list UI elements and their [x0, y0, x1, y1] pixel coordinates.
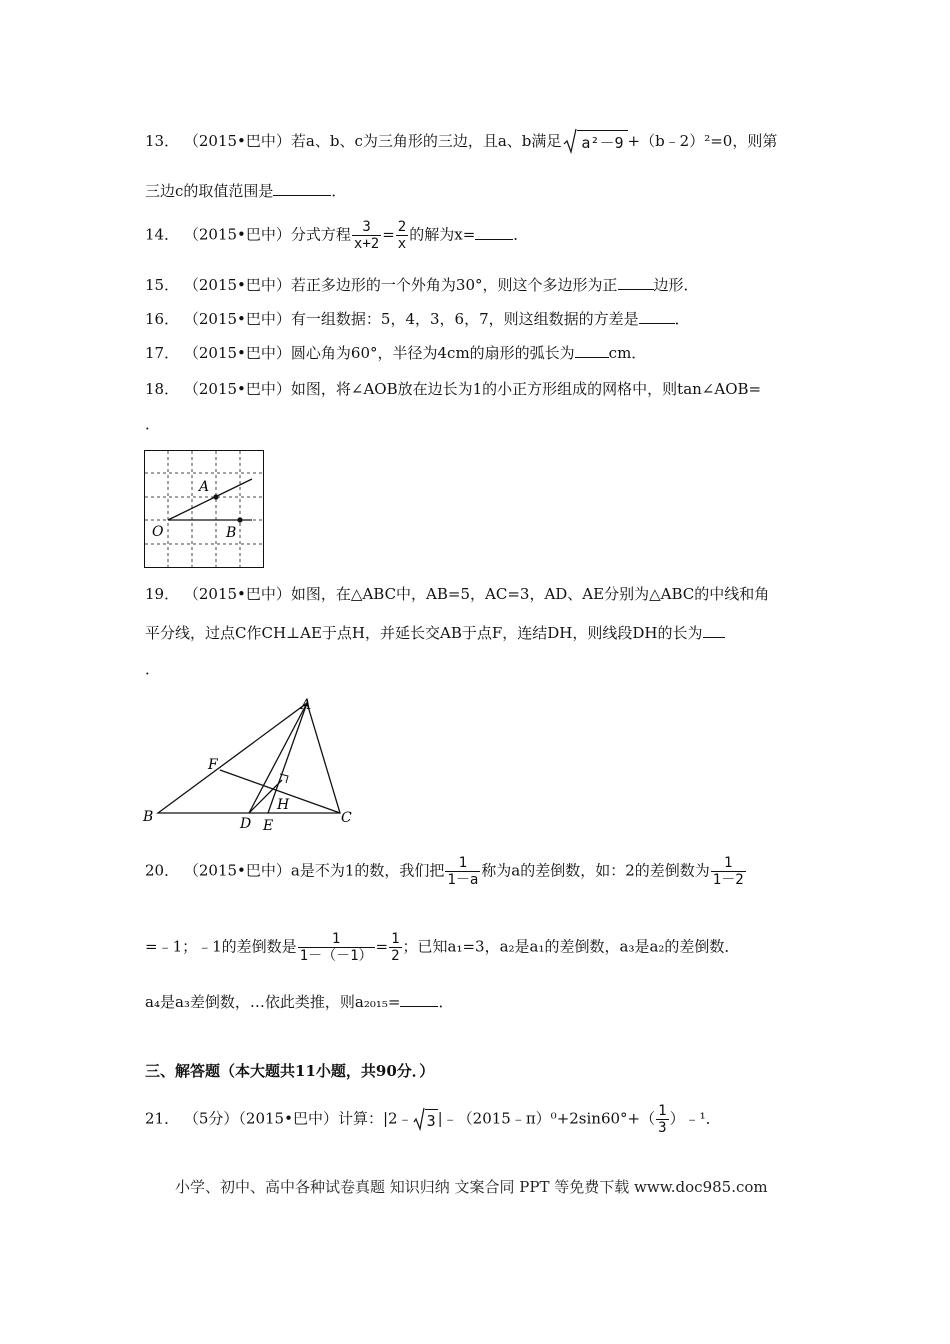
question-text-2: +（b﹣2）²=0，则第: [627, 132, 778, 150]
question-19: 19． （2015•巴中）如图，在△ABC中，AB=5，AC=3，AD、AE分别为△ABC的中线和角: [145, 585, 770, 603]
answer-blank[interactable]: [400, 992, 438, 1007]
section-heading: 三、解答题（本大题共11小题，共90分．）: [145, 1062, 435, 1080]
question-number: 13．: [145, 132, 180, 150]
question-text: 若a、b、c为三角形的三边，且a、b满足: [290, 132, 562, 150]
label-C: C: [341, 810, 352, 826]
grid-figure: [144, 450, 264, 568]
question-16: 16． （2015•巴中）有一组数据：5，4，3，6，7，则这组数据的方差是 ．: [145, 310, 690, 328]
question-source: （2015•巴中）: [183, 132, 291, 150]
answer-blank[interactable]: [475, 225, 513, 240]
fraction: $\frac{3}{x+2}$: [353, 219, 380, 252]
grid-border: [145, 451, 264, 568]
question-21: 21． （5分）（2015•巴中）计算：|2﹣ 3 |﹣（2015﹣π）⁰+2sin60°+（ $\frac{1}{3}$ ）﹣¹．: [145, 1103, 721, 1136]
question-14: 14． （2015•巴中）分式方程 $\frac{3}{x+2}$ = $\frac{2}{x}$ 的解为x= ．: [145, 219, 529, 252]
answer-blank[interactable]: [575, 343, 609, 358]
page-footer: 小学、初中、高中各种试卷真题 知识归纳 文案合同 PPT 等免费下载 www.doc985.com: [175, 1178, 768, 1196]
question-13: [145, 130, 777, 154]
question-17: 17． （2015•巴中）圆心角为60°，半径为4cm的扇形的弧长为 cm．: [145, 344, 647, 362]
question-20-line3: a₄是a₃差倒数，…依此类推，则a₂₀₁₅= ．: [145, 993, 454, 1011]
fraction: $\frac{1}{1-a}$: [447, 855, 479, 888]
point-B: [237, 517, 242, 522]
label-E: E: [263, 818, 274, 834]
answer-blank[interactable]: [273, 181, 331, 196]
question-15: 15． （2015•巴中）若正多边形的一个外角为30°，则这个多边形为正 边形．: [145, 276, 699, 294]
grid-lines: [145, 451, 263, 567]
fraction: $\frac{1}{2}$: [391, 931, 400, 964]
fraction: $\frac{1}{1-2}$: [712, 855, 744, 888]
fraction: $\frac{1}{1-(-1)}$: [299, 931, 373, 964]
fraction: $\frac{2}{x}$: [397, 219, 407, 252]
triangle-figure: [140, 694, 360, 834]
answer-blank[interactable]: [618, 275, 654, 290]
question-18-line2: ．: [145, 415, 161, 433]
answer-blank[interactable]: [703, 623, 725, 638]
triangle-ABC: [158, 703, 340, 813]
question-19-line2: 平分线，过点C作CH⊥AE于点H，并延长交AB于点F，连结DH，则线段DH的长为: [145, 623, 725, 643]
question-20: 20． （2015•巴中）a是不为1的数，我们把 $\frac{1}{1-a}$ 称为a的差倒数，如：2的差倒数为 $\frac{1}{1-2}$: [145, 855, 744, 888]
sqrt-expression: 3: [413, 1109, 438, 1131]
question-13-line2: 三边c的取值范围是 ．: [145, 182, 347, 200]
question-19-line3: ．: [145, 660, 161, 678]
fraction: $\frac{1}{3}$: [658, 1103, 667, 1136]
radical-sign-icon: [413, 1107, 425, 1131]
point-A: [213, 494, 218, 499]
label-O: O: [152, 524, 164, 540]
label-B: B: [143, 809, 154, 825]
answer-blank[interactable]: [639, 309, 675, 324]
label-H: H: [277, 797, 290, 813]
label-A: A: [301, 697, 312, 713]
radical-sign-icon: [563, 128, 577, 154]
ray-OA: [168, 479, 252, 520]
label-B: B: [226, 525, 237, 541]
question-20-line2: =﹣1；﹣1的差倒数是 $\frac{1}{1-(-1)}$ = $\frac{1}{2}$ ；已知a₁=3，a₂是a₁的差倒数，a₃是a₂的差倒数．: [145, 931, 740, 964]
label-D: D: [240, 816, 252, 832]
sqrt-expression: a²－9: [563, 130, 627, 154]
label-A: A: [199, 479, 210, 495]
label-F: F: [208, 757, 218, 773]
question-18: 18． （2015•巴中）如图，将∠AOB放在边长为1的小正方形组成的网格中，则tan∠AOB=: [145, 380, 762, 398]
